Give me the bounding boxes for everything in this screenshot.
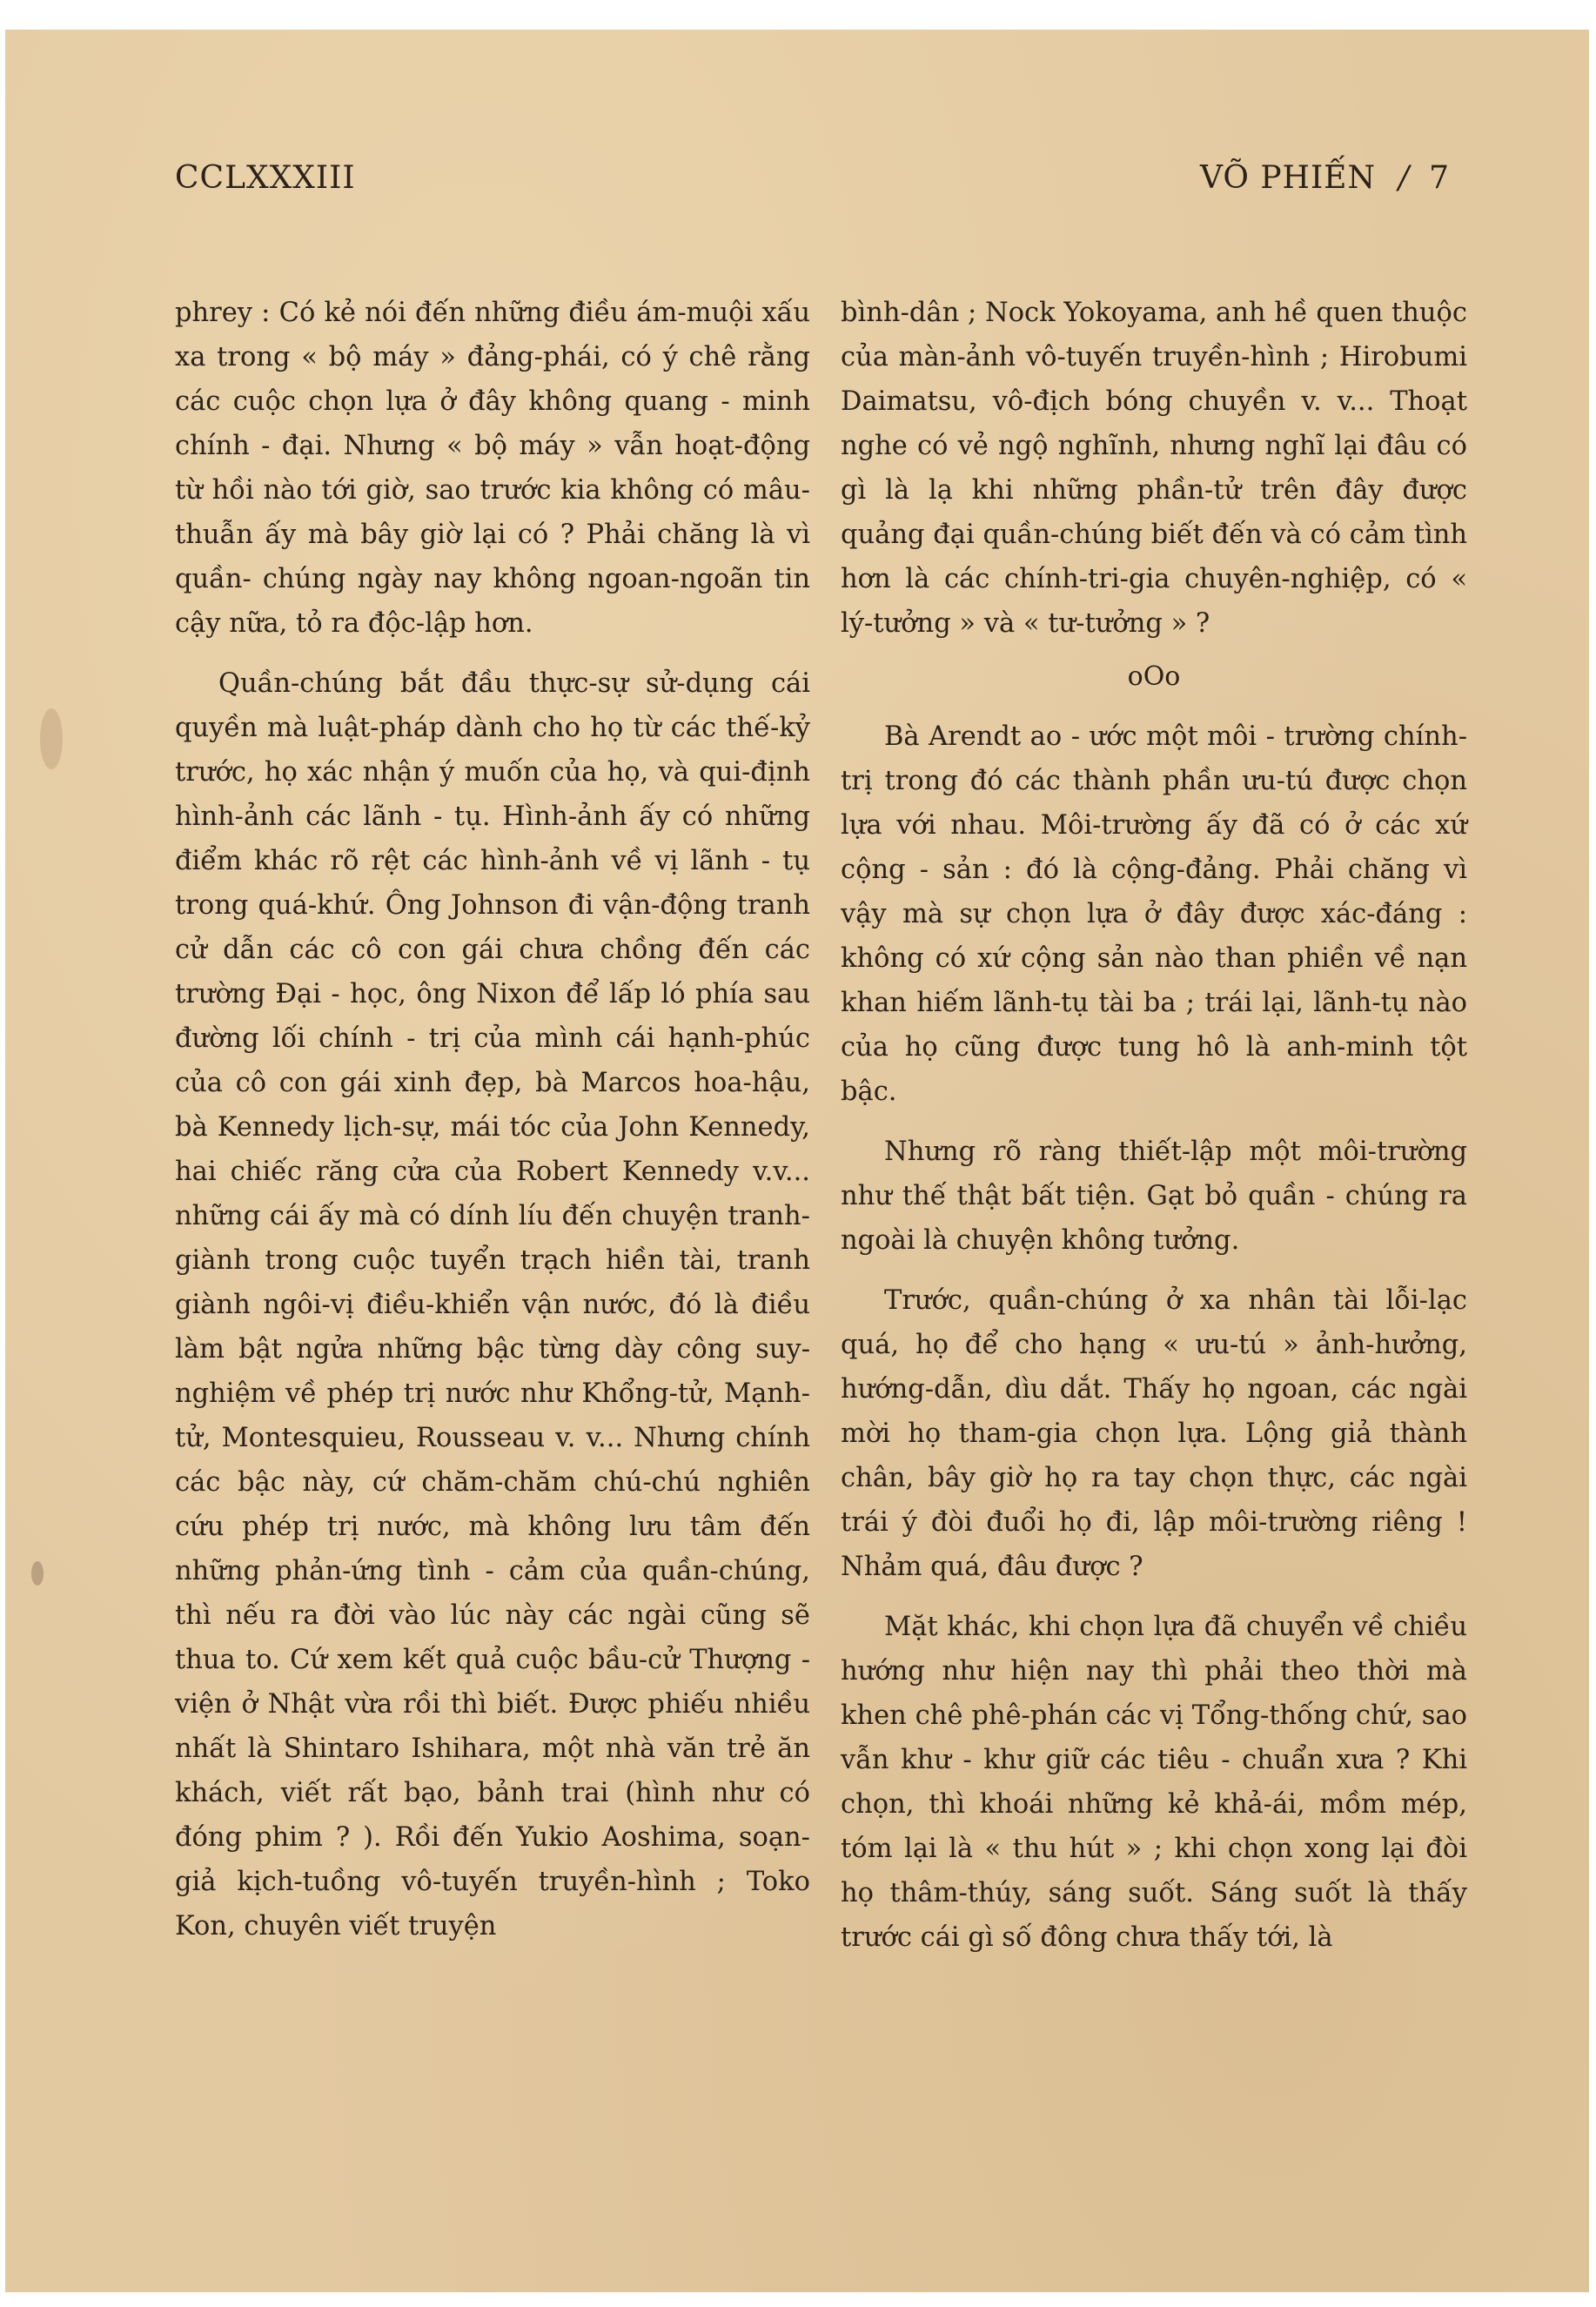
- section-divider: oOo: [1127, 661, 1181, 692]
- paragraph: Quần-chúng bắt đầu thực-sự sử-dụng cái quyền mà luật-pháp dành cho họ từ các thế-kỷ trước, họ xác nhận ý muốn của họ, và qui-định hình-ảnh các lãnh - tụ. Hình-ảnh ấy có những điểm khác rõ rệt các hình-ảnh về vị lãnh - tụ trong quá-khứ. Ông Johnson đi vận-động tranh cử dẫn các cô con gái chưa chồng đến các trường Đại - học, ông Nixon để lấp ló phía sau đường lối chính - trị của mình cái hạnh-phúc của cô con gái xinh đẹp, bà Marcos hoa-hậu, bà Kennedy lịch-sự, mái tóc của John Kennedy, hai chiếc răng cửa của Robert Kennedy v.v... những cái ấy mà có dính líu đến chuyện tranh-giành trong cuộc tuyển trạch hiền tài, tranh giành ngôi-vị điều-khiển vận nước, đó là điều làm bật ngửa những bậc từng dày công suy-nghiệm về phép trị nước như Khổng-tử, Mạnh-tử, Montesquieu, Rousseau v. v... Nhưng chính các bậc này, cứ chăm-chăm chú-chú nghiên cứu phép trị nước, mà không lưu tâm đến những phản-ứng tình - cảm của quần-chúng, thì nếu ra đời vào lúc này các ngài cũng sẽ thua to. Cứ xem kết quả cuộc bầu-cử Thượng - viện ở Nhật vừa rồi thì biết. Được phiếu nhiều nhất là Shintaro Ishihara, một nhà văn trẻ ăn khách, viết rất bạo, bảnh trai (hình như có đóng phim ? ). Rồi đến Yukio Aoshima, soạn-giả kịch-tuồng vô-tuyến truyền-hình ; Toko Kon, chuyên viết truyện: [175, 668, 810, 1942]
- paper-stain: [31, 1561, 44, 1586]
- paper-stain: [40, 708, 63, 769]
- header-separator: /: [1398, 160, 1411, 196]
- paragraph: Nhưng rõ ràng thiết-lập một môi-trường như thế thật bất tiện. Gạt bỏ quần - chúng ra ngoài là chuyện không tưởng.: [841, 1137, 1467, 1256]
- running-header: [175, 160, 1450, 212]
- paragraph: phrey : Có kẻ nói đến những điều ám-muội xấu xa trong « bộ máy » đảng-phái, có ý chê rằng các cuộc chọn lựa ở đây không quang - minh chính - đại. Nhưng « bộ máy » vẫn hoạt-động từ hồi nào tới giờ, sao trước kia không có mâu-thuẫn ấy mà bây giờ lại có ? Phải chăng là vì quần- chúng ngày nay không ngoan-ngoãn tin cậy nữa, tỏ ra độc-lập hơn.: [175, 298, 810, 639]
- page-number: 7: [1429, 160, 1450, 196]
- issue-number: CCLXXXIII: [175, 160, 356, 196]
- scanned-page: [5, 30, 1589, 2292]
- author-page: [1200, 160, 1450, 196]
- left-column: [175, 291, 810, 1948]
- paragraph: Mặt khác, khi chọn lựa đã chuyển về chiều hướng như hiện nay thì phải theo thời mà khen chê phê-phán các vị Tổng-thống chứ, sao vẫn khư - khư giữ các tiêu - chuẩn xưa ? Khi chọn, thì khoái những kẻ khả-ái, mồm mép, tóm lại là « thu hút » ; khi chọn xong lại đòi họ thâm-thúy, sáng suốt. Sáng suốt là thấy trước cái gì số đông chưa thấy tới, là: [841, 1612, 1467, 1953]
- paragraph: Bà Arendt ao - ước một môi - trường chính-trị trong đó các thành phần ưu-tú được chọn lựa với nhau. Môi-trường ấy đã có ở các xứ cộng - sản : đó là cộng-đảng. Phải chăng vì vậy mà sự chọn lựa ở đây được xác-đáng : không có xứ cộng sản nào than phiền về nạn khan hiếm lãnh-tụ tài ba ; trái lại, lãnh-tụ nào của họ cũng được tung hô là anh-minh tột bậc.: [841, 721, 1467, 1107]
- paragraph: Trước, quần-chúng ở xa nhân tài lỗi-lạc quá, họ để cho hạng « ưu-tú » ảnh-hưởng, hướng-dẫn, dìu dắt. Thấy họ ngoan, các ngài mời họ tham-gia chọn lựa. Lộng giả thành chân, bây giờ họ ra tay chọn thực, các ngài trái ý đòi đuổi họ đi, lập môi-trường riêng ! Nhảm quá, đâu được ?: [841, 1285, 1467, 1582]
- author-name: VÕ PHIẾN: [1200, 160, 1376, 196]
- paragraph: bình-dân ; Nock Yokoyama, anh hề quen thuộc của màn-ảnh vô-tuyến truyền-hình ; Hirobumi Daimatsu, vô-địch bóng chuyền v. v... Thoạt nghe có vẻ ngộ nghĩnh, nhưng nghĩ lại đâu có gì là lạ khi những phần-tử trên đây được quảng đại quần-chúng biết đến và có cảm tình hơn là các chính-tri-gia chuyên-nghiệp, có « lý-tưởng » và « tư-tưởng » ?: [841, 298, 1467, 639]
- right-column: [841, 291, 1467, 1960]
